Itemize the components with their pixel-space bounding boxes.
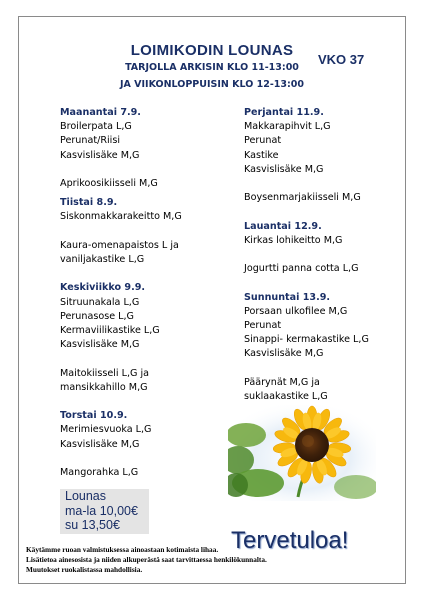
welcome-text: Tervetuloa! (231, 527, 349, 554)
menu-item: Porsaan ulkofilee M,G (244, 305, 348, 317)
menu-item: Kasvislisäke M,G (244, 163, 324, 175)
menu-item: Kasvislisäke M,G (244, 348, 324, 360)
dessert-item: mansikkahillo M,G (60, 381, 148, 393)
weekend-hours: JA VIIKONLOPPUISIN KLO 12-13:00 (119, 79, 305, 90)
footer-line: Käytämme ruoan valmistuksessa ainoastaan kotimaista lihaa. (26, 545, 219, 554)
menu-item: Merimiesvuoka L,G (60, 424, 152, 436)
weekday-hours: TARJOLLA ARKISIN KLO 11-13:00 (125, 62, 299, 73)
price-label: Lounas (65, 489, 107, 503)
footer-line: Muutokset ruokalistassa mahdollisia. (26, 565, 143, 574)
menu-item: Kermaviilikastike L,G (60, 325, 160, 336)
menu-title: LOIMIKODIN LOUNAS (130, 42, 294, 59)
dessert-item: Jogurtti panna cotta L,G (244, 263, 359, 275)
menu-item: Kasvislisäke M,G (60, 438, 140, 450)
menu-item: Broilerpata L,G (60, 121, 132, 133)
menu-item: Kirkas lohikeitto M,G (244, 234, 343, 246)
day-heading-friday: Perjantai 11.9. (244, 107, 324, 118)
price-weekday: ma-la 10,00€ (65, 503, 138, 518)
price-sunday: su 13,50€ (65, 518, 120, 532)
menu-column-right (244, 106, 409, 404)
dessert-item: Aprikoosikiisseli M,G (60, 178, 158, 189)
day-heading-sunday: Sunnuntai 13.9. (244, 291, 331, 303)
price-info (60, 489, 149, 534)
menu-item: Kasvislisäke M,G (60, 339, 140, 351)
menu-item: Siskonmakkarakeitto M,G (60, 211, 182, 223)
day-heading-monday: Maanantai 7.9. (60, 107, 141, 118)
menu-item: Makkarapihvit L,G (244, 121, 331, 133)
dessert-item: suklaakastike L,G (244, 390, 328, 402)
menu-item: Sinappi- kermakastike L,G (244, 334, 369, 346)
menu-item: Perunat (244, 319, 282, 331)
dessert-item: Kaura-omenapaistos L ja (60, 239, 179, 251)
menu-column-left (60, 106, 230, 480)
menu-item: Kastike (244, 149, 279, 161)
menu-item: Sitruunakala L,G (60, 296, 140, 308)
sunflower-image (228, 405, 376, 501)
footer-line: Lisätietoa ainesosista ja niiden alkuperästä saat tarvittaessa henkilökunnalta. (26, 555, 267, 564)
menu-item: Perunat/Riisi (60, 135, 120, 147)
day-heading-tuesday: Tiistai 8.9. (60, 197, 118, 209)
day-heading-wednesday: Keskiviikko 9.9. (60, 282, 146, 294)
dessert-item: Boysenmarjakiisseli M,G (244, 192, 361, 204)
dessert-item: Päärynät M,G ja (244, 376, 320, 388)
day-heading-saturday: Lauantai 12.9. (244, 220, 322, 232)
day-heading-thursday: Torstai 10.9. (60, 410, 128, 422)
footer-notes (26, 545, 267, 575)
menu-item: Perunasose L,G (60, 310, 134, 322)
dessert-item: Maitokiisseli L,G ja (60, 367, 150, 379)
menu-item: Kasvislisäke M,G (60, 149, 140, 161)
dessert-item: Mangorahka L,G (60, 466, 139, 478)
menu-item: Perunat (244, 135, 282, 147)
dessert-item: vaniljakastike L,G (60, 254, 145, 265)
week-number: VKO 37 (318, 52, 365, 67)
